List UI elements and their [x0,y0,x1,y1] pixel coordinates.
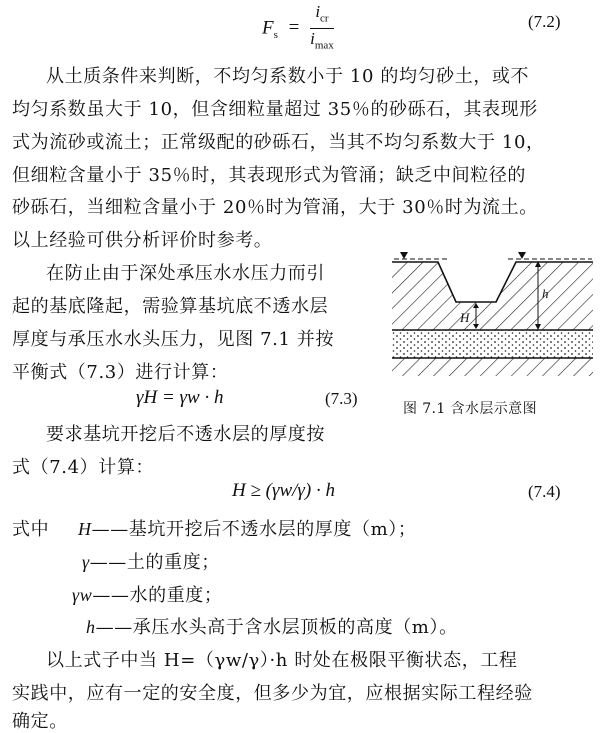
eq72-fraction [310,2,334,56]
para2-line-1: 在防止由于深处承压水水压力而引 [46,263,325,284]
impermeable-layer [392,262,593,330]
definition-gamma-w [72,581,223,607]
equation-7-2: $F_s$ = $\frac{i_{cr}}{i_{max}}$ [262,2,334,56]
para2-line-3: 厚度与承压水水头压力，见图 7.1 并按 [12,329,335,350]
para4-line-3: 确定。 [12,711,68,732]
eq72-den-sub: max [314,39,334,52]
definition-H [78,515,416,541]
definition-h [86,613,458,639]
para1-line-6: 以上经验可供分析评价时参考。 [12,230,273,251]
para3-line-1: 要求基坑开挖后不透水层的厚度按 [46,424,325,445]
label-h: h [542,286,549,301]
para3-line-2: 式（7.4）计算： [12,457,155,478]
eq73-number: (7.3) [325,389,358,408]
eq72-den: i [310,29,315,49]
aquifer-diagram [388,250,598,380]
eq72-number: (7.2) [528,12,561,31]
definition-gamma [82,548,220,574]
para1-line-4: 但细粒含量小于 35％时，其表现形式为管涌；缺乏中间粒径的 [12,165,527,186]
def-symbol-H: H [78,519,92,539]
eq72-lhs: F [262,17,274,39]
eq74-number: (7.4) [528,482,561,501]
para2-line-2: 起的基底隆起，需验算基坑底不透水层 [12,296,329,317]
figure-caption: 图 7.1 含水层示意图 [403,401,537,417]
def-symbol-gamma: γ [82,552,90,572]
para1-line-3: 式为流砂或流土；正常级配的砂砾石，当其不均匀系数大于 10， [12,132,545,153]
aquifer-layer [392,330,593,358]
equation-7-4: H ≥ (γw/γ) · h [232,480,335,501]
definitions-lead: 式中 [12,519,50,540]
def-text-h: ——承压水头高于含水层顶板的高度（m）。 [95,617,458,638]
para1-line-2: 均匀系数虽大于 10，但含细粒量超过 35％的砂砾石，其表现形 [12,99,538,120]
para4-line-2: 实践中，应有一定的安全度，但多少为宜，应根据实际工程经验 [12,683,533,704]
equation-7-3: γH = γw · h [136,387,224,408]
def-symbol-gamma-w: γw [72,585,93,605]
def-text-gamma-w: ——水的重度； [92,585,223,606]
eq72-lhs-sub: s [273,29,278,42]
eq72-num-sub: cr [320,12,329,25]
para2-line-4: 平衡式（7.3）进行计算： [12,362,229,383]
def-symbol-h: h [86,617,96,637]
eq72-num: i [315,2,321,21]
def-text-gamma: ——土的重度； [89,552,220,573]
para1-line-5: 砂砾石，当细粒含量小于 20％时为管涌，大于 30％时为流土。 [12,197,538,218]
para4-line-1: 以上式子中当 H=（γw/γ）·h 时处在极限平衡状态，工程 [46,650,518,671]
def-text-H: ——基坑开挖后不透水层的厚度（m）； [91,519,417,540]
para1-line-1: 从土质条件来判断，不均匀系数小于 10 的均匀砂土，或不 [46,66,530,87]
label-H: H [460,310,470,325]
